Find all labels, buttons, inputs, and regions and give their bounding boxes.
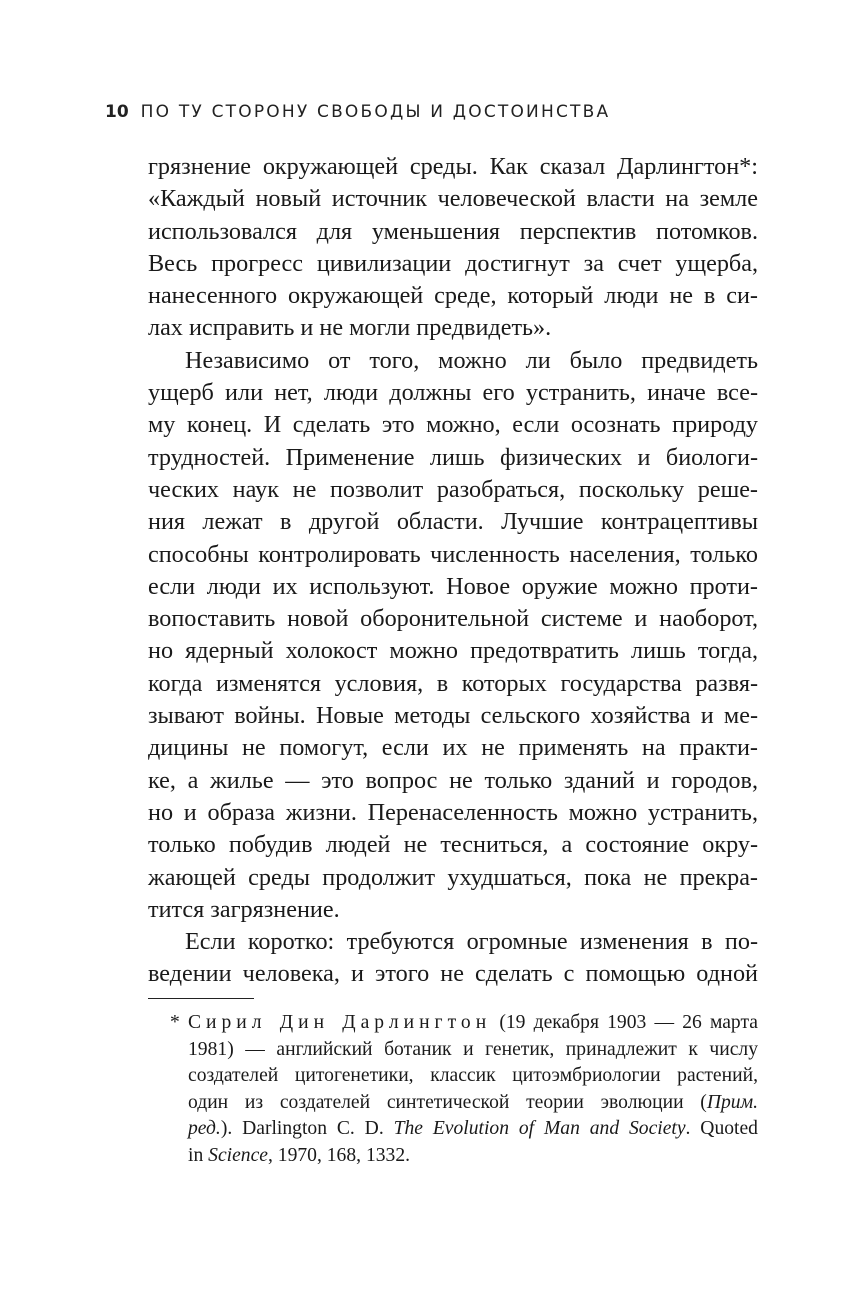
footnote-book-title: The Evolution of Man and Society (393, 1118, 686, 1140)
page-number: 10 (105, 102, 129, 122)
footnote-marker: * (170, 1012, 180, 1033)
text-line: Весь прогресс цивилизации достигнут за счет ущерба, (148, 249, 758, 277)
text-line: использовался для уменьшения перспектив потомков. (148, 217, 758, 245)
text-line: ческих наук не позволит разобраться, поскольку реше- (148, 475, 758, 503)
footnote-dates: (19 декабря 1903 — 26 марта (499, 1012, 758, 1033)
text-line: дицины не помогут, если их не применять на практи- (148, 734, 758, 762)
footnote-text: один из создателей синтетической теории эволюции ( (188, 1091, 707, 1113)
footnote-text: . Quoted (685, 1118, 758, 1140)
footnote-line (170, 1143, 758, 1170)
text-line: только побудив людей не тесниться, а состояние окру- (148, 831, 758, 859)
footnote-editor-note: Прим. (706, 1091, 758, 1113)
footnote-line (170, 1010, 758, 1037)
footnote-text: in (188, 1144, 209, 1166)
text-line: тится загрязнение. (148, 895, 340, 923)
text-line: когда изменятся условия, в которых государства развя- (148, 669, 758, 697)
text-line: нанесенного окружающей среде, который люди не в си- (148, 282, 758, 310)
text-line: ущерб или нет, люди должны его устранить, иначе все- (148, 379, 758, 407)
text-line: му конец. И сделать это можно, если осознать природу (148, 411, 758, 439)
text-line: жающей среды продолжит ухудшаться, пока не прекра- (148, 863, 758, 891)
text-line: но и образа жизни. Перенаселенность можно устранить, (148, 798, 758, 826)
text-line: лах исправить и не могли предвидеть». (148, 314, 552, 342)
footnote-text: , 1970, 168, 1332. (267, 1144, 411, 1166)
text-line: «Каждый новый источник человеческой власти на земле (148, 185, 758, 213)
footnote-line (170, 1090, 758, 1117)
footnote (170, 1010, 758, 1170)
footnote-person-name: Сирил Дин Дарлингтон (187, 1012, 492, 1033)
running-title: ПО ТУ СТОРОНУ СВОБОДЫ И ДОСТОИНСТВА (140, 102, 611, 122)
footnote-divider (148, 998, 254, 999)
footnote-line: создателей цитогенетики, классик цитоэмбриологии растений, (188, 1065, 758, 1087)
footnote-line (170, 1116, 758, 1143)
footnote-text: ). Darlington C. D. (220, 1118, 394, 1140)
footnote-line: 1981) — английский ботаник и генетик, принадлежит к числу (188, 1038, 758, 1060)
body-text (148, 151, 758, 991)
text-line: ния лежат в другой области. Лучшие контрацептивы (148, 508, 758, 536)
text-line: вопоставить новой оборонительной системе и наоборот, (148, 605, 758, 633)
text-line: способны контролировать численность населения, только (148, 540, 758, 568)
footnote-editor-note: ред. (188, 1118, 221, 1140)
running-header (105, 102, 610, 122)
text-line: трудностей. Применение лишь физических и биологи- (148, 443, 758, 471)
text-line: грязнение окружающей среды. Как сказал Дарлингтон*: (148, 153, 758, 180)
paragraph-start-line: Если коротко: требуются огромные изменения в по- (185, 928, 758, 956)
text-line: если люди их используют. Новое оружие можно проти- (148, 572, 758, 600)
text-line: ке, а жилье — это вопрос не только зданий и городов, (148, 766, 758, 794)
footnote-journal: Science (208, 1144, 268, 1166)
text-line: ведении человека, и этого не сделать с помощью одной (148, 960, 758, 988)
text-line: но ядерный холокост можно предотвратить лишь тогда, (148, 637, 758, 665)
text-line: зывают войны. Новые методы сельского хозяйства и ме- (148, 702, 758, 730)
paragraph-start-line: Независимо от того, можно ли было предвидеть (185, 346, 758, 374)
